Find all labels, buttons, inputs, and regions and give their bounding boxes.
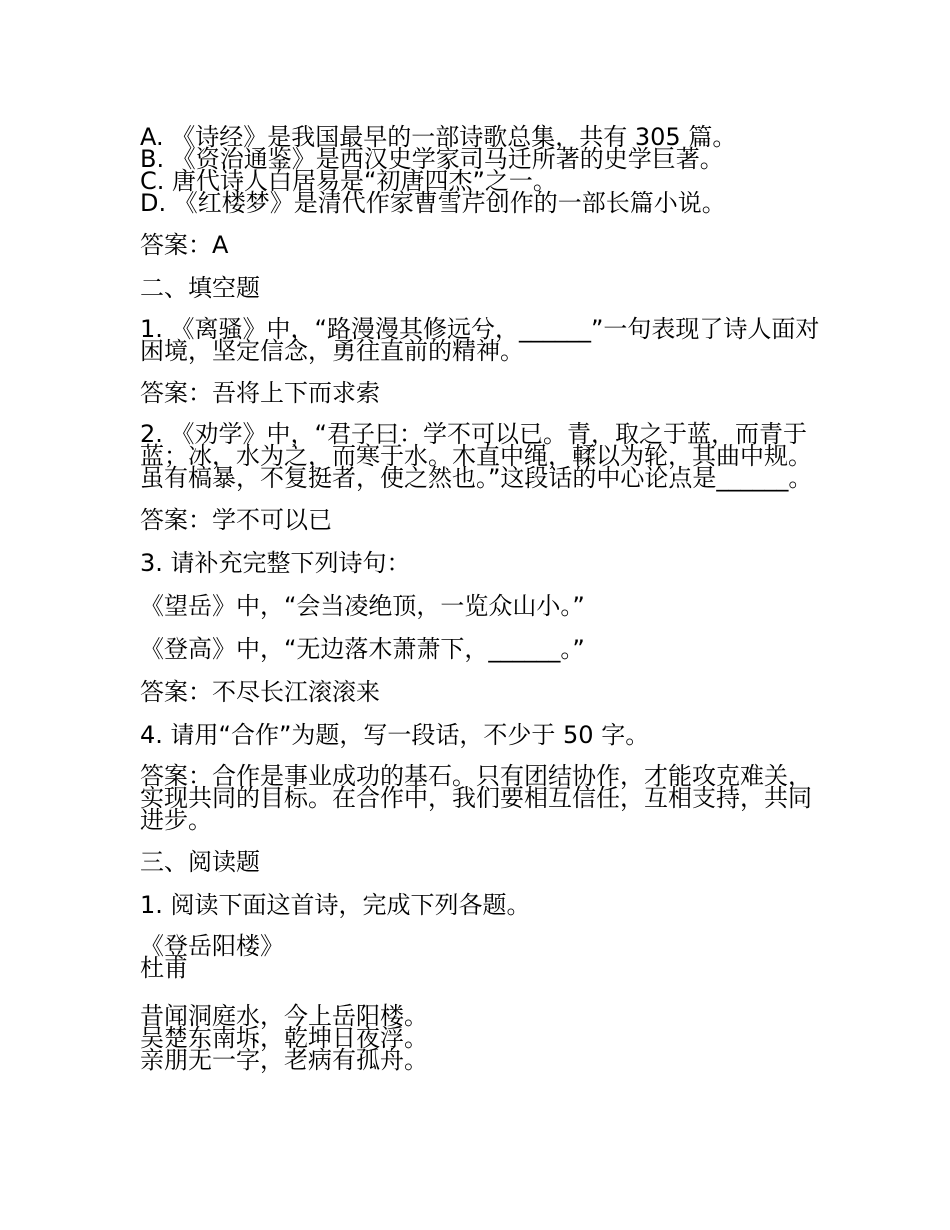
document-page: [140, 123, 820, 1089]
fill-question-3: 3. 请补充完整下列诗句：: [140, 549, 411, 577]
fill-answer-1: 答案：吾将上下而求索: [140, 379, 380, 407]
poem-line-2: 吴楚东南坼，乾坤日夜浮。: [140, 1024, 428, 1052]
fill-question-3-line-1: 《望岳》中，“会当凌绝顶，一览众山小。”: [140, 592, 585, 620]
poem-body: [140, 1002, 820, 1074]
poem-author: 杜甫: [140, 954, 188, 982]
choice-option-a: A. 《诗经》是我国最早的一部诗歌总集，共有 305 篇。: [140, 123, 737, 151]
section-title-reading: 三、阅读题: [140, 848, 260, 876]
poem-heading: [140, 932, 820, 982]
fill-question-4: 4. 请用“合作”为题，写一段话，不少于 50 字。: [140, 721, 650, 749]
choice-option-d: D. 《红楼梦》是清代作家曹雪芹创作的一部长篇小说。: [140, 189, 726, 217]
fill-question-3-line-2: 《登高》中，“无边落木萧萧下，______。”: [140, 635, 585, 663]
reading-question-1: 1. 阅读下面这首诗，完成下列各题。: [140, 891, 531, 919]
poem-line-3: 亲朋无一字，老病有孤舟。: [140, 1046, 428, 1074]
fill-question-2: 2. 《劝学》中，“君子曰：学不可以已。青，取之于蓝，而青于蓝；冰，水为之，而寒于水。木直中绳，輮以为轮，其曲中规。虽有槁暴，不复挺者，使之然也。”这段话的中心论点是______。: [140, 420, 813, 492]
fill-answer-4: 答案：合作是事业成功的基石。只有团结协作，才能攻克难关，实现共同的目标。在合作中，我们要相互信任，互相支持，共同进步。: [140, 762, 812, 834]
choice-answer: 答案：A: [140, 231, 229, 259]
poem-line-1: 昔闻洞庭水，今上岳阳楼。: [140, 1002, 428, 1030]
fill-question-1: 1. 《离骚》中，“路漫漫其修远兮，______”一句表现了诗人面对困境，坚定信念，勇往直前的精神。: [140, 315, 820, 365]
choice-option-c: C. 唐代诗人白居易是“初唐四杰”之一。: [140, 167, 557, 195]
fill-answer-2: 答案：学不可以已: [140, 506, 332, 534]
poem-title: 《登岳阳楼》: [140, 932, 284, 960]
section-title-fill: 二、填空题: [140, 274, 260, 302]
fill-answer-3: 答案：不尽长江滚滚来: [140, 678, 380, 706]
choice-options: [140, 123, 820, 217]
choice-option-b: B. 《资治通鉴》是西汉史学家司马迁所著的史学巨著。: [140, 145, 724, 173]
